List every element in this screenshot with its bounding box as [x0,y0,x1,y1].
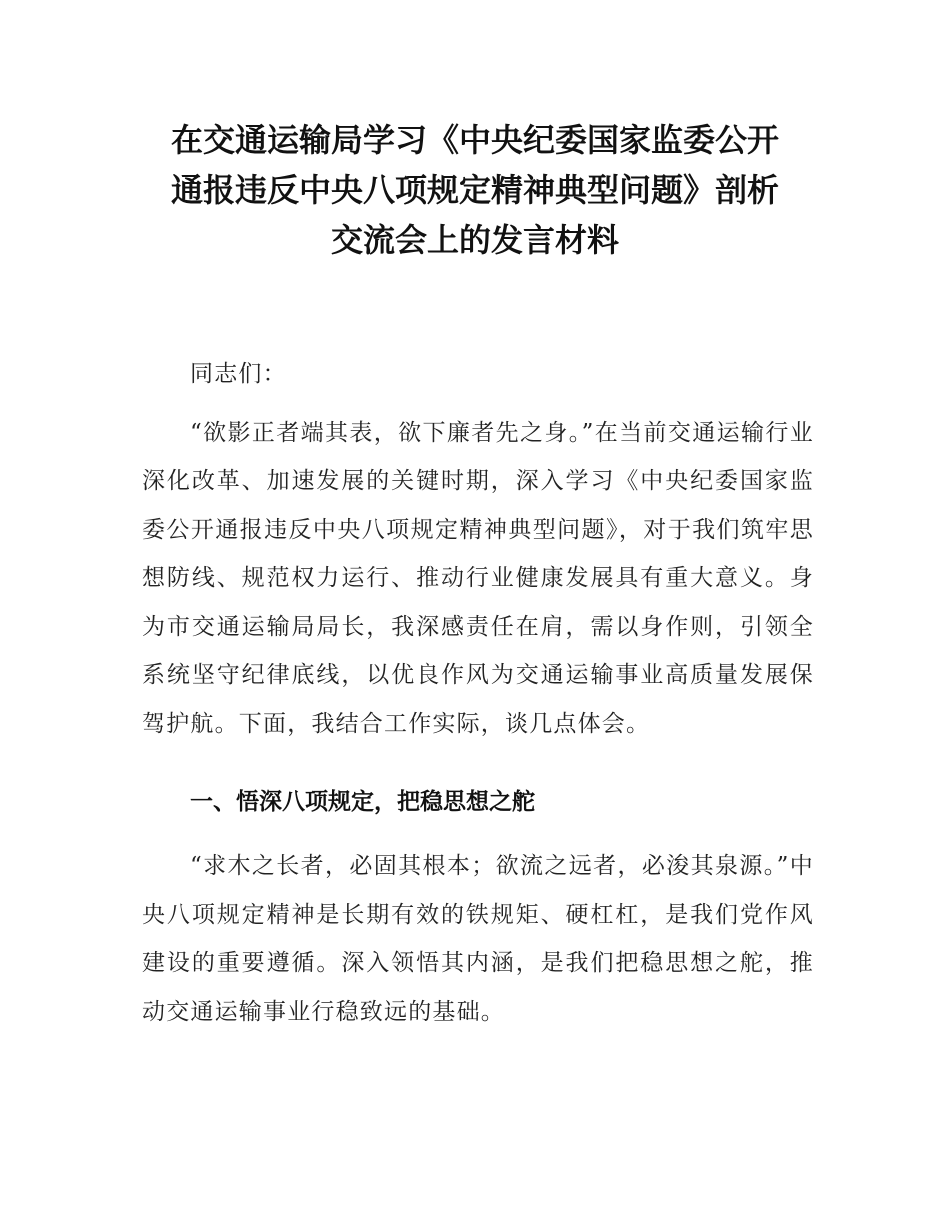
title-line-2: 通报违反中央八项规定精神典型问题》剖析 [170,171,779,209]
title-line-1: 在交通运输局学习《中央纪委国家监委公开 [170,121,779,159]
intro-paragraph: “欲影正者端其表，欲下廉者先之身。”在当前交通运输行业深化改革、加速发展的关键时期，深入学习《中央纪委国家监委公开通报违反中央八项规定精神典型问题》，对于我们筑牢思想防线、规范权力运行、推动行业健康发展具有重大意义。身为市交通运输局局长，我深感责任在肩，需以身作则，引领全系统坚守纪律底线，以优良作风为交通运输事业高质量发展保驾护航。下面，我结合工作实际，谈几点体会。 [142,419,814,737]
section-heading-1: 一、悟深八项规定，把稳思想之舵 [190,789,535,815]
section-1-paragraph: “求木之长者，必固其根本；欲流之远者，必浚其泉源。”中央八项规定精神是长期有效的铁规矩、硬杠杠，是我们党作风建设的重要遵循。深入领悟其内涵，是我们把稳思想之舵，推动交通运输事业行稳致远的基础。 [142,853,814,1025]
document-body-section-1 [142,842,814,1046]
document-title [100,115,850,265]
salutation: 同志们： [190,361,287,387]
document-body-top [142,350,814,758]
title-line-3: 交流会上的发言材料 [330,221,619,259]
